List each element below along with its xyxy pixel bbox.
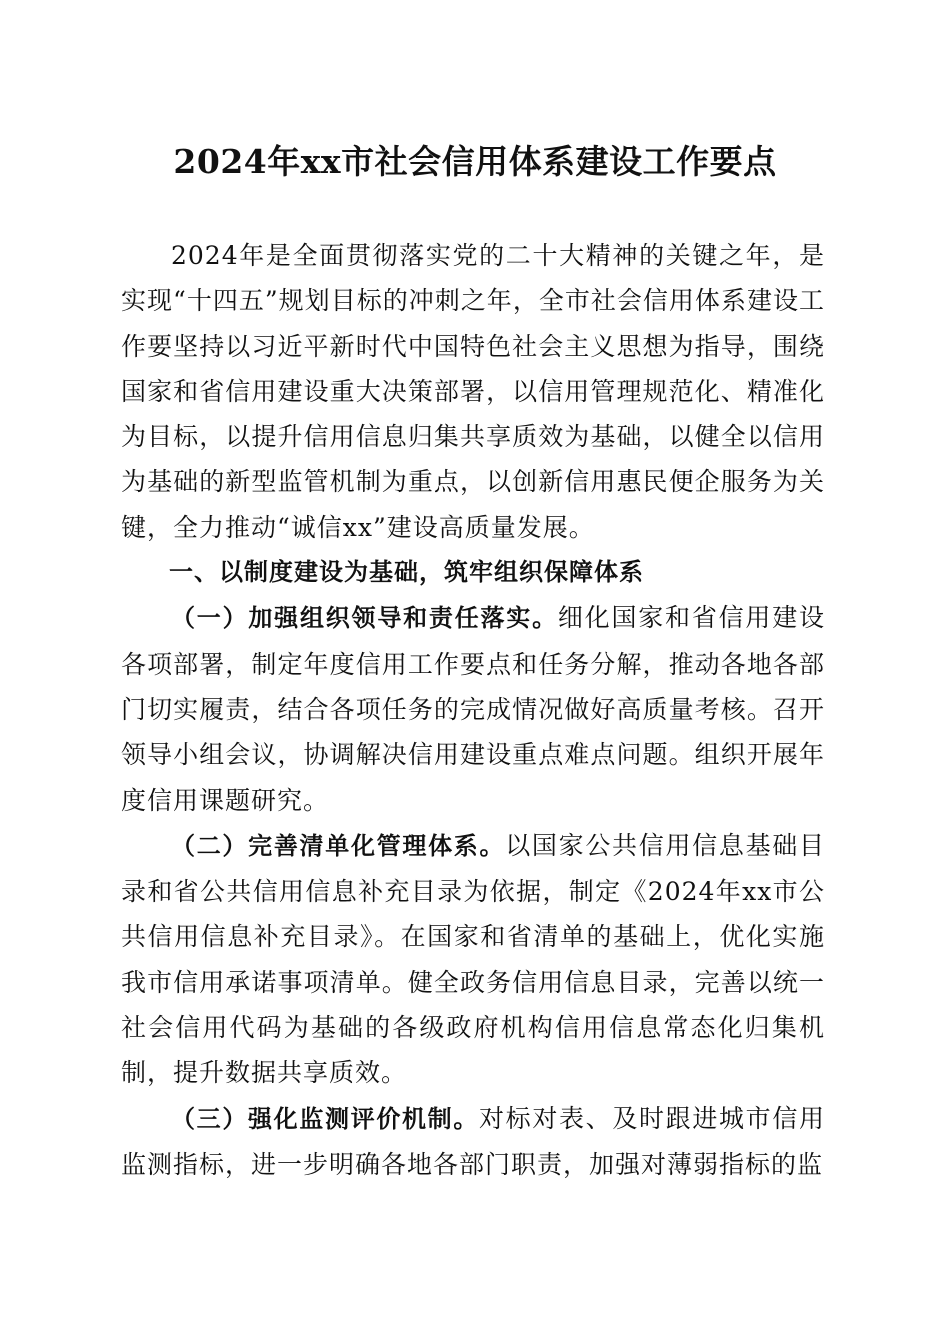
intro-paragraph: 2024年是全面贯彻落实党的二十大精神的关键之年，是实现“十四五”规划目标的冲刺之年，全市社会信用体系建设工作要坚持以习近平新时代中国特色社会主义思想为指导，围绕国家和省信用建设重大决策部署，以信用管理规范化、精准化为目标，以提升信用信息归集共享质效为基础，以健全以信用为基础的新型监管机制为重点，以创新信用惠民便企服务为关键，全力推动“诚信xx”建设高质量发展。 xyxy=(121,241,825,542)
item-lead: （二）完善清单化管理体系。 xyxy=(171,831,506,860)
item-lead: （一）加强组织领导和责任落实。 xyxy=(171,604,558,633)
item-lead: （三）强化监测评价机制。 xyxy=(171,1104,479,1133)
item-text: 以国家公共信用信息基础目录和省公共信用信息补充目录为依据，制定《2024年xx市公共信用信息补充目录》。在国家和省清单的基础上，优化实施我市信用承诺事项清单。健全政务信用信息目录，完善以统一社会信用代码为基础的各级政府机构信用信息常态化归集机制，提升数据共享质效。 xyxy=(121,830,825,1088)
item-text: 对标对表、及时跟进城市信用监测指标，进一步明确各地各部门职责，加强对薄弱指标的监 xyxy=(121,1103,825,1179)
document-body xyxy=(121,233,825,1187)
item-paragraph xyxy=(121,1096,825,1188)
section-heading: 一、以制度建设为基础，筑牢组织保障体系 xyxy=(169,558,644,587)
item-paragraph xyxy=(121,595,825,822)
item-text: 细化国家和省信用建设各项部署，制定年度信用工作要点和任务分解，推动各地各部门切实履责，结合各项任务的完成情况做好高质量考核。召开领导小组会议，协调解决信用建设重点难点问题。组织开展年度信用课题研究。 xyxy=(121,603,825,815)
item-paragraph xyxy=(121,823,825,1096)
document-title: 2024年xx市社会信用体系建设工作要点 xyxy=(173,142,777,181)
